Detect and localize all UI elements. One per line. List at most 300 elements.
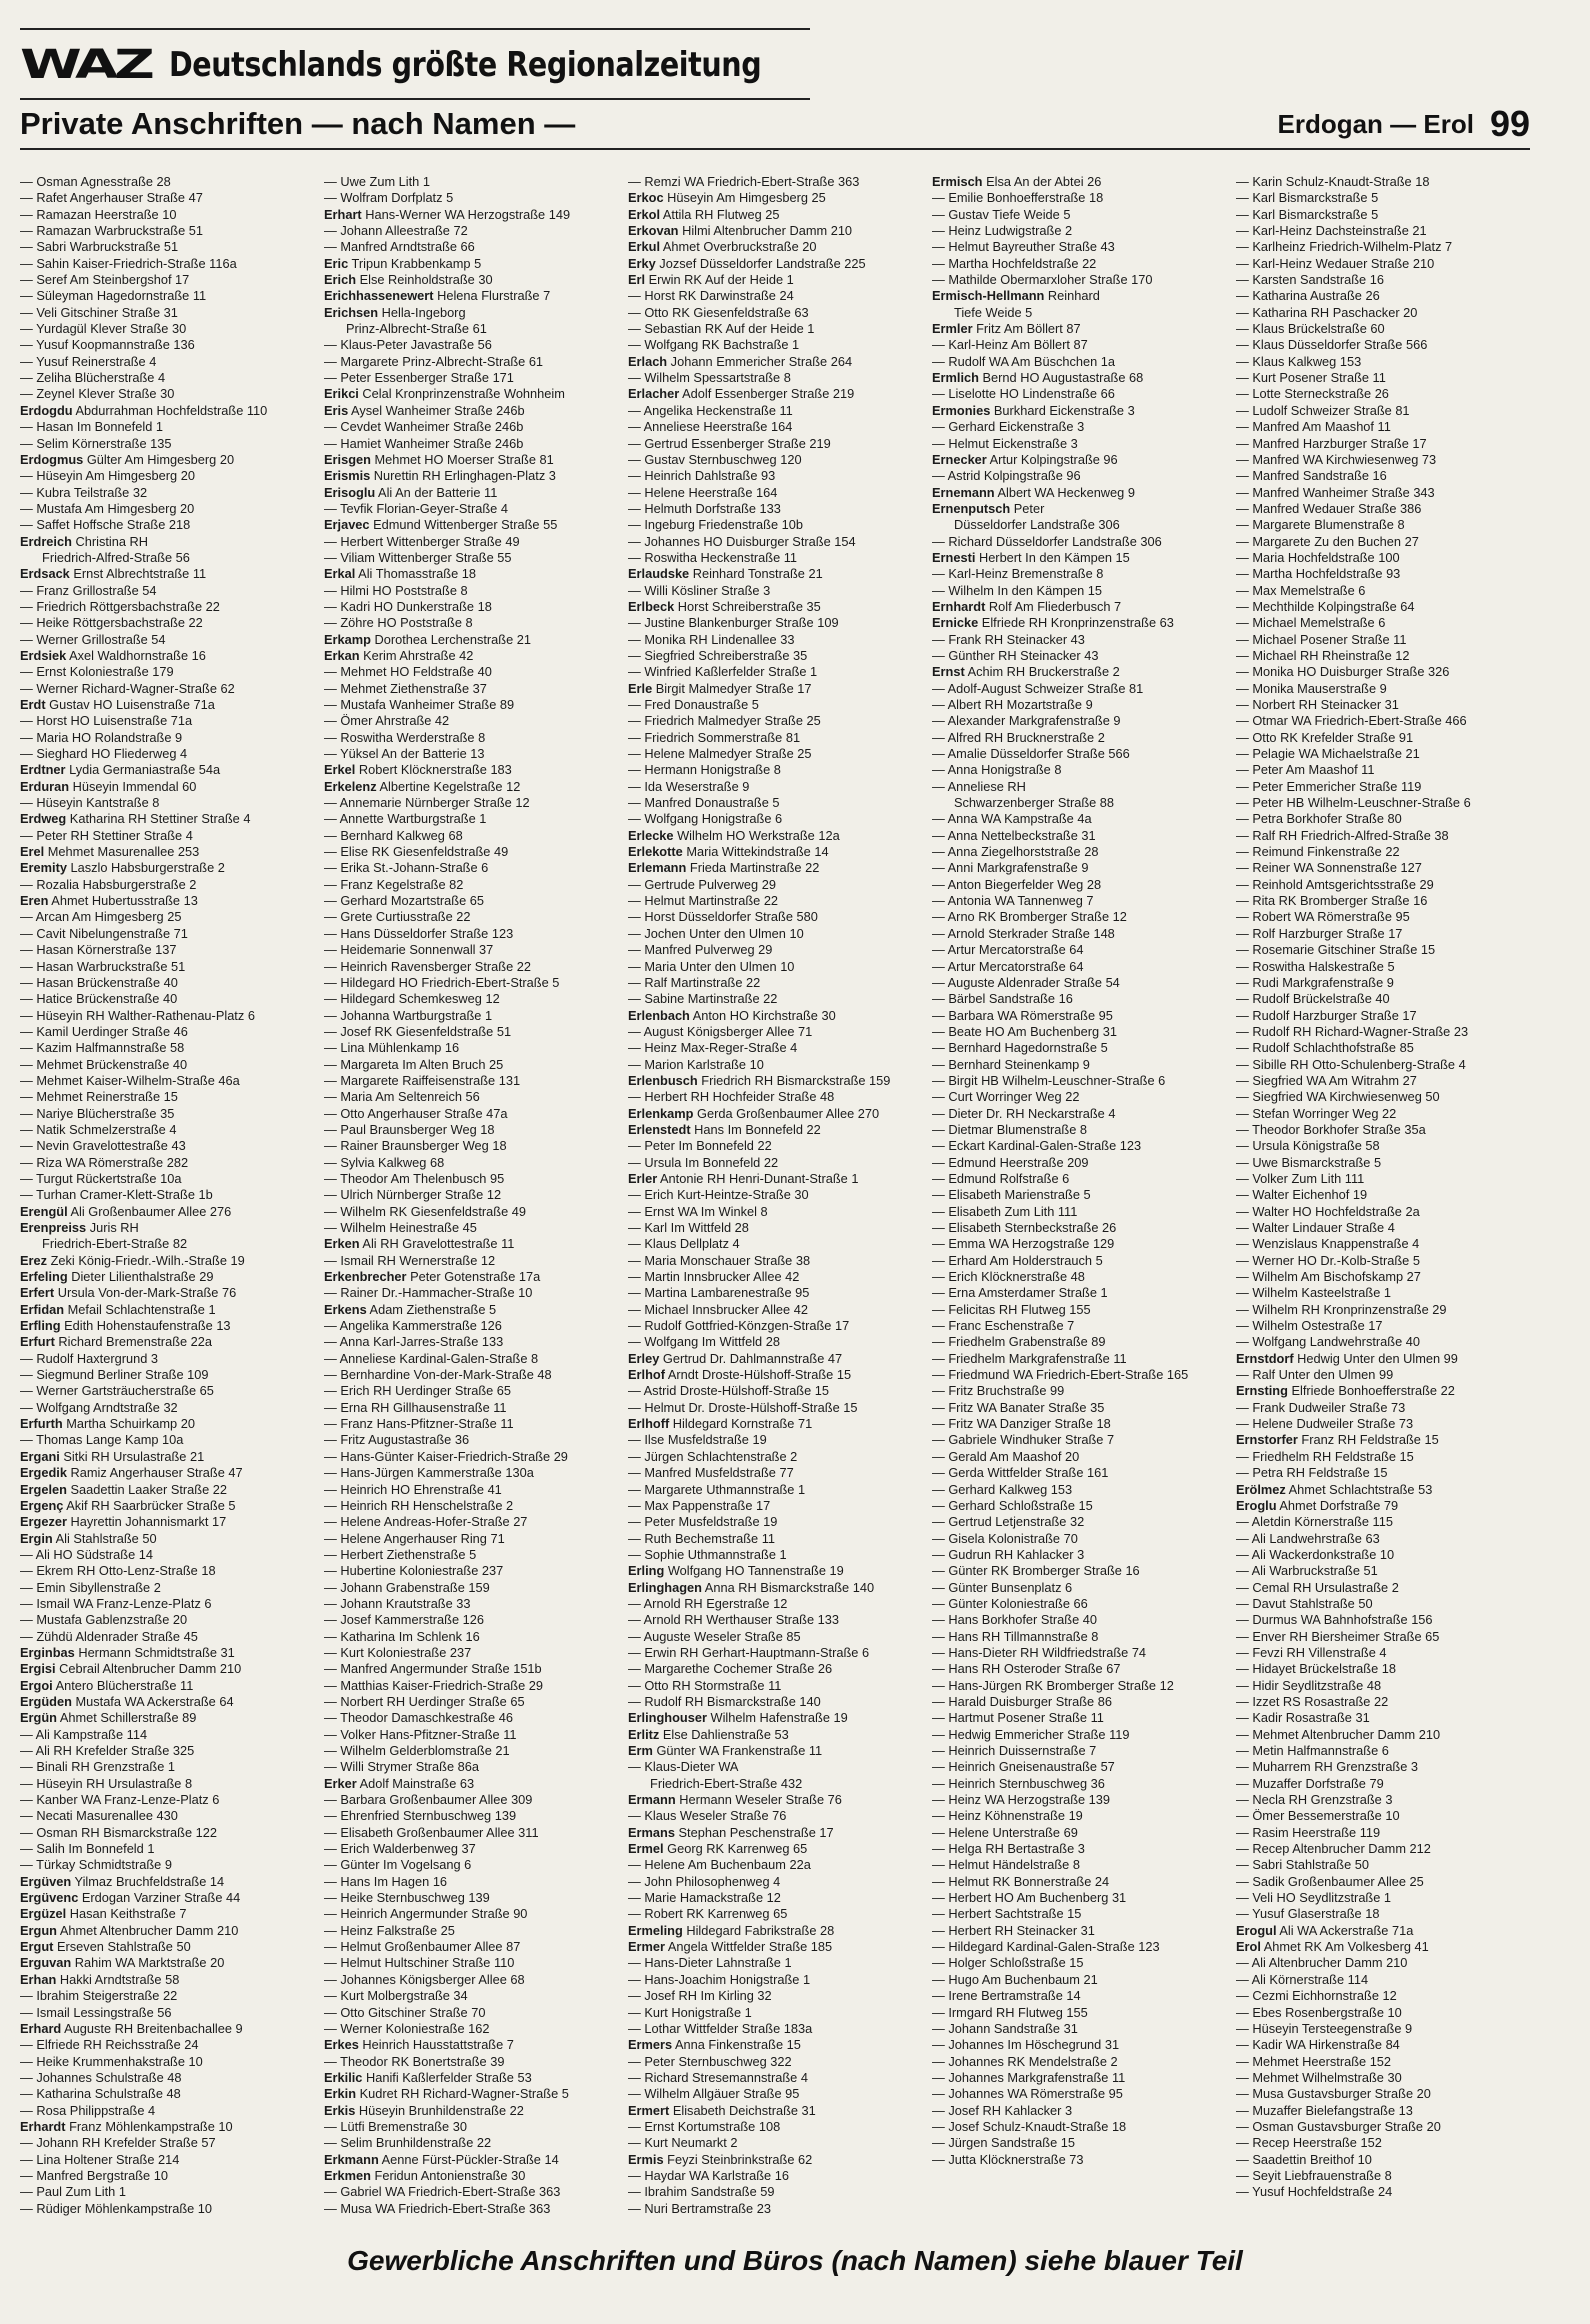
directory-entry bbox=[628, 354, 929, 370]
directory-entry bbox=[932, 1906, 1233, 1922]
directory-entry bbox=[628, 1155, 929, 1171]
directory-entry bbox=[324, 1383, 625, 1399]
directory-entry bbox=[628, 1596, 929, 1612]
directory-entry bbox=[1236, 664, 1537, 680]
directory-entry bbox=[932, 1923, 1233, 1939]
directory-entry bbox=[20, 1580, 321, 1596]
directory-entry bbox=[1236, 1792, 1537, 1808]
directory-entry bbox=[324, 1988, 625, 2004]
directory-entry bbox=[628, 877, 929, 893]
entry-details: — Ali Kampstraße 114 bbox=[20, 1726, 148, 1742]
directory-column-2 bbox=[324, 174, 625, 2236]
directory-entry bbox=[628, 288, 929, 304]
directory-entry bbox=[932, 1972, 1233, 1988]
entry-details: — Mehmet Kaiser-Wilhelm-Straße 46a bbox=[20, 1072, 240, 1088]
entry-details: — Hildegard Kardinal-Galen-Straße 123 bbox=[932, 1939, 1160, 1955]
directory-entry bbox=[324, 1939, 625, 1955]
entry-details: — Heinrich Gneisenaustraße 57 bbox=[932, 1759, 1115, 1775]
directory-entry bbox=[1236, 1383, 1537, 1399]
entry-details: Horst Schreiberstraße 35 bbox=[674, 598, 821, 614]
entry-surname: Erlemann bbox=[628, 860, 687, 876]
entry-details: — Lina Mühlenkamp 16 bbox=[324, 1040, 460, 1056]
entry-details: — Willi Strymer Straße 86a bbox=[324, 1759, 480, 1775]
entry-details: — Barbara WA Römerstraße 95 bbox=[932, 1007, 1113, 1023]
entry-details: Ali Stahlstraße 50 bbox=[52, 1530, 157, 1546]
directory-entry bbox=[628, 2135, 929, 2151]
entry-surname: Erfidan bbox=[20, 1301, 65, 1317]
directory-entry bbox=[324, 1482, 625, 1498]
directory-entry bbox=[324, 2037, 625, 2053]
directory-entry bbox=[1236, 1122, 1537, 1138]
directory-entry bbox=[324, 844, 625, 860]
directory-entry bbox=[20, 1008, 321, 1024]
entry-details: — Otto Gitschiner Straße 70 bbox=[324, 2004, 486, 2020]
directory-entry bbox=[20, 1874, 321, 1890]
entry-details: Adam Ziethenstraße 5 bbox=[366, 1301, 497, 1317]
entry-details: — Hildegard HO Friedrich-Ebert-Straße 5 bbox=[324, 974, 560, 990]
entry-details: Albert WA Heckenweg 9 bbox=[994, 484, 1135, 500]
directory-entry bbox=[628, 1482, 929, 1498]
directory-entry bbox=[1236, 1269, 1537, 1285]
entry-details: Friedrich RH Bismarckstraße 159 bbox=[697, 1072, 891, 1088]
entry-details: — Edmund Heerstraße 209 bbox=[932, 1154, 1089, 1170]
entry-surname: Erich bbox=[324, 272, 357, 288]
directory-entry bbox=[20, 844, 321, 860]
directory-entry bbox=[932, 1678, 1233, 1694]
entry-surname: Erlhoff bbox=[628, 1416, 670, 1432]
directory-entry bbox=[1236, 419, 1537, 435]
entry-details: Attila RH Flutweg 25 bbox=[660, 206, 780, 222]
entry-details: — Peter Musfeldstraße 19 bbox=[628, 1514, 778, 1530]
directory-entry bbox=[932, 615, 1233, 631]
entry-details: — Helmut Hultschiner Straße 110 bbox=[324, 1955, 515, 1971]
directory-entry bbox=[1236, 1334, 1537, 1350]
entry-details: — Ludolf Schweizer Straße 81 bbox=[1236, 402, 1410, 418]
entry-surname: Erlekotte bbox=[628, 844, 683, 860]
entry-details: — Ismail Lessingstraße 56 bbox=[20, 2004, 172, 2020]
directory-entry bbox=[20, 256, 321, 272]
directory-entry bbox=[324, 730, 625, 746]
directory-entry bbox=[932, 468, 1233, 484]
entry-surname: Eremity bbox=[20, 860, 67, 876]
entry-details: — Emma WA Herzogstraße 129 bbox=[932, 1236, 1115, 1252]
directory-entry bbox=[932, 909, 1233, 925]
directory-entry bbox=[20, 1220, 321, 1236]
entry-details: — Gustav Sternbuschweg 120 bbox=[628, 451, 802, 467]
entry-details: — Kadir WA Hirkenstraße 84 bbox=[1236, 2037, 1400, 2053]
entry-details: — Gertrude Pulverweg 29 bbox=[628, 876, 776, 892]
entry-details: — Gerhard Kalkweg 153 bbox=[932, 1481, 1073, 1497]
directory-entry bbox=[628, 534, 929, 550]
directory-entry bbox=[932, 1089, 1233, 1105]
directory-entry bbox=[932, 860, 1233, 876]
directory-entry bbox=[1236, 1972, 1537, 1988]
directory-entry bbox=[324, 828, 625, 844]
directory-entry bbox=[932, 1351, 1233, 1367]
entry-details: — Gustav Tiefe Weide 5 bbox=[932, 206, 1071, 222]
directory-entry bbox=[1236, 1318, 1537, 1334]
directory-entry bbox=[932, 2070, 1233, 2086]
entry-details: — Manfred Musfeldstraße 77 bbox=[628, 1465, 794, 1481]
directory-entry bbox=[932, 1106, 1233, 1122]
directory-entry bbox=[20, 1972, 321, 1988]
entry-details: — Reinhold Amtsgerichtsstraße 29 bbox=[1236, 876, 1434, 892]
entry-details: — Birgit HB Wilhelm-Leuschner-Straße 6 bbox=[932, 1072, 1166, 1088]
entry-details: Katharina RH Stettiner Straße 4 bbox=[66, 811, 251, 827]
directory-entry bbox=[20, 1432, 321, 1448]
entry-details: — Katharina Austraße 26 bbox=[1236, 288, 1380, 304]
entry-details: — Osman RH Bismarckstraße 122 bbox=[20, 1824, 217, 1840]
entry-details: — Ingeburg Friedenstraße 10b bbox=[628, 517, 803, 533]
directory-entry bbox=[1236, 1612, 1537, 1628]
directory-entry bbox=[324, 762, 625, 778]
directory-entry bbox=[628, 403, 929, 419]
directory-entry bbox=[628, 1057, 929, 1073]
directory-entry bbox=[932, 975, 1233, 991]
directory-entry bbox=[932, 2152, 1233, 2168]
entry-details: — Michael RH Rheinstraße 12 bbox=[1236, 647, 1410, 663]
directory-entry bbox=[932, 746, 1233, 762]
directory-entry bbox=[628, 485, 929, 501]
directory-entry bbox=[1236, 1367, 1537, 1383]
directory-entry bbox=[20, 239, 321, 255]
entry-surname: Ermel bbox=[628, 1841, 664, 1857]
entry-details: — Roswitha Halskestraße 5 bbox=[1236, 958, 1395, 974]
directory-entry bbox=[932, 1531, 1233, 1547]
entry-details: Maria Wittekindstraße 14 bbox=[682, 844, 829, 860]
entry-details: — Richard Stresemannstraße 4 bbox=[628, 2069, 808, 2085]
entry-details: — Peter HB Wilhelm-Leuschner-Straße 6 bbox=[1236, 795, 1471, 811]
entry-details: — Josef Kammerstraße 126 bbox=[324, 1612, 485, 1628]
entry-details: — Sabri Stahlstraße 50 bbox=[1236, 1857, 1370, 1873]
directory-entry bbox=[628, 1939, 929, 1955]
entry-surname: Ergut bbox=[20, 1939, 54, 1955]
entry-surname: Erel bbox=[20, 844, 45, 860]
entry-details: — Rafet Angerhauser Straße 47 bbox=[20, 190, 203, 206]
directory-entry bbox=[324, 517, 625, 533]
entry-details: — Walter Lindauer Straße 4 bbox=[1236, 1220, 1395, 1235]
entry-details: — Anneliese Kardinal-Galen-Straße 8 bbox=[324, 1350, 539, 1366]
entry-details: — Peter Im Bonnefeld 22 bbox=[628, 1138, 772, 1154]
directory-entry bbox=[628, 1302, 929, 1318]
entry-details: Edith Hohenstaufenstraße 13 bbox=[60, 1318, 231, 1334]
entry-details: Prinz-Albrecht-Straße 61 bbox=[346, 321, 487, 337]
entry-details: — Nuri Bertramstraße 23 bbox=[628, 2200, 771, 2216]
entry-details: — Hidayet Brückelstraße 18 bbox=[1236, 1661, 1397, 1677]
entry-details: — Robert RK Karrenweg 65 bbox=[628, 1906, 788, 1922]
directory-entry bbox=[1236, 1710, 1537, 1726]
entry-details: — Astrid Droste-Hülshoff-Straße 15 bbox=[628, 1383, 830, 1399]
directory-entry bbox=[20, 1694, 321, 1710]
entry-details: — Dieter Dr. RH Neckarstraße 4 bbox=[932, 1105, 1116, 1121]
entry-details: Aenne Fürst-Pückler-Straße 14 bbox=[378, 2151, 559, 2167]
entry-details: — Hans RH Tillmannstraße 8 bbox=[932, 1628, 1099, 1644]
directory-entry bbox=[20, 1138, 321, 1154]
entry-details: — Hüseyin RH Walther-Rathenau-Platz 6 bbox=[20, 1007, 255, 1023]
entry-surname: Ergin bbox=[20, 1530, 53, 1546]
directory-entry bbox=[932, 485, 1233, 501]
entry-details: — Metin Halfmannstraße 6 bbox=[1236, 1743, 1389, 1758]
directory-entry bbox=[20, 2135, 321, 2151]
entry-details: — Curt Worringer Weg 22 bbox=[932, 1089, 1080, 1105]
directory-entry bbox=[932, 419, 1233, 435]
directory-entry bbox=[324, 1563, 625, 1579]
entry-details: — Osman Gustavsburger Straße 20 bbox=[1236, 2118, 1441, 2134]
directory-entry bbox=[1236, 1400, 1537, 1416]
entry-details: — Zeliha Blücherstraße 4 bbox=[20, 370, 166, 386]
directory-entry bbox=[324, 223, 625, 239]
entry-details: — Maria Unter den Ulmen 10 bbox=[628, 958, 795, 974]
entry-surname: Ernstdorf bbox=[1236, 1350, 1294, 1366]
entry-details: — Liselotte HO Lindenstraße 66 bbox=[932, 386, 1115, 402]
entry-details: — Wilhelm RK Giesenfeldstraße 49 bbox=[324, 1203, 526, 1219]
entry-details: — Jürgen Schlachtenstraße 2 bbox=[628, 1448, 798, 1464]
entry-details: — Yüksel An der Batterie 13 bbox=[324, 746, 485, 762]
directory-entry bbox=[20, 2152, 321, 2168]
entry-details: — Reiner WA Sonnenstraße 127 bbox=[1236, 860, 1422, 876]
entry-details: — Wilhelm Ostestraße 17 bbox=[1236, 1318, 1383, 1334]
entry-surname: Ergüven bbox=[20, 1873, 72, 1889]
directory-entry bbox=[20, 1629, 321, 1645]
entry-details: — Günter RK Bromberger Straße 16 bbox=[932, 1563, 1140, 1579]
entry-surname: Ermert bbox=[628, 2102, 670, 2118]
entry-details: — Zeynel Klever Straße 30 bbox=[20, 386, 175, 402]
directory-entry bbox=[324, 1906, 625, 1922]
directory-entry bbox=[324, 1890, 625, 1906]
entry-details: — Arnold RH Werthauser Straße 133 bbox=[628, 1612, 840, 1628]
entry-details: — Martin Innsbrucker Allee 42 bbox=[628, 1269, 800, 1285]
entry-details: Aysel Wanheimer Straße 246b bbox=[348, 402, 525, 418]
directory-entry bbox=[324, 1776, 625, 1792]
entry-details: — Ismail WA Franz-Lenze-Platz 6 bbox=[20, 1595, 212, 1611]
entry-details: — Max Pappenstraße 17 bbox=[628, 1497, 771, 1513]
directory-entry bbox=[20, 1269, 321, 1285]
directory-entry bbox=[20, 893, 321, 909]
directory-entry bbox=[628, 256, 929, 272]
directory-entry bbox=[628, 1171, 929, 1187]
entry-details: — Helmut Großenbaumer Allee 87 bbox=[324, 1939, 521, 1955]
entry-details: — Karl Bismarckstraße 5 bbox=[1236, 206, 1379, 222]
directory-entry bbox=[932, 1008, 1233, 1024]
directory-entry bbox=[932, 1498, 1233, 1514]
directory-entry bbox=[1236, 1285, 1537, 1301]
entry-details: Rahim WA Marktstraße 20 bbox=[71, 1955, 225, 1971]
directory-entry bbox=[628, 599, 929, 615]
directory-entry bbox=[932, 239, 1233, 255]
entry-details: — Erna Amsterdamer Straße 1 bbox=[932, 1285, 1108, 1301]
entry-details: — Rainer Braunsberger Weg 18 bbox=[324, 1138, 507, 1154]
directory-entry bbox=[1236, 860, 1537, 876]
directory-entry bbox=[932, 828, 1233, 844]
entry-details: — Hasan Brückenstraße 40 bbox=[20, 974, 178, 990]
directory-entry bbox=[1236, 2086, 1537, 2102]
entry-details: — Heinrich Dahlstraße 93 bbox=[628, 468, 776, 484]
directory-entry bbox=[1236, 354, 1537, 370]
entry-details: — Anna Ziegelhorststraße 28 bbox=[932, 844, 1099, 860]
entry-surname: Erlach bbox=[628, 353, 668, 369]
directory-entry bbox=[932, 1759, 1233, 1775]
entry-details: — Karl-Heinz Wedauer Straße 210 bbox=[1236, 255, 1435, 271]
entry-details: — Fred Donaustraße 5 bbox=[628, 697, 759, 712]
directory-entry bbox=[932, 1449, 1233, 1465]
directory-entry bbox=[20, 779, 321, 795]
entry-details: — Cemal RH Ursulastraße 2 bbox=[1236, 1579, 1399, 1595]
directory-entry bbox=[628, 1008, 929, 1024]
entry-details: Friedrich-Ebert-Straße 82 bbox=[42, 1236, 188, 1252]
directory-entry bbox=[324, 697, 625, 713]
entry-details: — Lothar Wittfelder Straße 183a bbox=[628, 2020, 813, 2036]
directory-entry bbox=[932, 664, 1233, 680]
entry-details: — Karl Im Wittfeld 28 bbox=[628, 1220, 749, 1235]
entry-details: — Horst HO Luisenstraße 71a bbox=[20, 713, 193, 729]
entry-details: Angela Wittfelder Straße 185 bbox=[665, 1939, 833, 1955]
directory-entry bbox=[20, 288, 321, 304]
entry-details: — Helene Am Buchenbaum 22a bbox=[628, 1857, 811, 1873]
directory-entry bbox=[628, 2119, 929, 2135]
directory-entry bbox=[932, 1416, 1233, 1432]
entry-details: Bernd HO Augustastraße 68 bbox=[978, 370, 1144, 386]
entry-details: — Turhan Cramer-Klett-Straße 1b bbox=[20, 1187, 213, 1203]
entry-details: — Wolfgang Arndtstraße 32 bbox=[20, 1399, 178, 1415]
directory-entry bbox=[324, 1367, 625, 1383]
directory-entry bbox=[20, 959, 321, 975]
entry-details: Hasan Keithstraße 7 bbox=[66, 1906, 187, 1922]
entry-details: — Ömer Ahrstraße 42 bbox=[324, 713, 450, 729]
entry-details: — Ida Weserstraße 9 bbox=[628, 778, 750, 794]
entry-details: Anna RH Bismarckstraße 140 bbox=[701, 1579, 875, 1595]
directory-entry bbox=[1236, 583, 1537, 599]
entry-details: — Friedhelm RH Feldstraße 15 bbox=[1236, 1448, 1414, 1464]
directory-entry bbox=[1236, 1351, 1537, 1367]
directory-entry bbox=[20, 207, 321, 223]
entry-details: — Heinrich Sternbuschweg 36 bbox=[932, 1775, 1105, 1791]
entry-details: — Heinrich HO Ehrenstraße 41 bbox=[324, 1481, 502, 1497]
entry-details: Hayrettin Johannismarkt 17 bbox=[66, 1514, 227, 1530]
entry-surname: Ergün bbox=[20, 1710, 57, 1726]
entry-details: — Ekrem RH Otto-Lenz-Straße 18 bbox=[20, 1563, 216, 1579]
entry-details: Fritz Am Böllert 87 bbox=[972, 321, 1081, 337]
directory-entry bbox=[20, 909, 321, 925]
entry-details: — Karl-Heinz Bremenstraße 8 bbox=[932, 566, 1104, 582]
directory-entry bbox=[324, 1008, 625, 1024]
directory-entry bbox=[20, 746, 321, 762]
entry-details: — Wilhelm RH Kronprinzenstraße 29 bbox=[1236, 1301, 1447, 1317]
directory-entry bbox=[1236, 991, 1537, 1007]
entry-details: — Ralf RH Friedrich-Alfred-Straße 38 bbox=[1236, 827, 1449, 843]
entry-details: — Necla RH Grenzstraße 3 bbox=[1236, 1792, 1393, 1808]
entry-surname: Erkal bbox=[324, 566, 356, 582]
directory-entry bbox=[628, 1710, 929, 1726]
directory-entry bbox=[324, 239, 625, 255]
directory-entry bbox=[20, 452, 321, 468]
directory-entry bbox=[1236, 893, 1537, 909]
entry-details: — Irmgard RH Flutweg 155 bbox=[932, 2004, 1088, 2020]
entry-details: Kerim Ahrstraße 42 bbox=[359, 647, 474, 663]
entry-details: — Manfred Sandstraße 16 bbox=[1236, 468, 1387, 484]
directory-entry bbox=[932, 1710, 1233, 1726]
directory-entry bbox=[20, 1318, 321, 1334]
directory-entry bbox=[20, 942, 321, 958]
directory-entry bbox=[628, 370, 929, 386]
entry-details: — Gerhard Schloßstraße 15 bbox=[932, 1497, 1093, 1513]
directory-entry bbox=[20, 2184, 321, 2200]
directory-entry bbox=[628, 795, 929, 811]
directory-entry bbox=[1236, 1008, 1537, 1024]
entry-details: Auguste RH Breitenbachallee 9 bbox=[61, 2020, 243, 2036]
entry-details: — Elisabeth Sternbeckstraße 26 bbox=[932, 1220, 1117, 1235]
entry-surname: Erkovan bbox=[628, 223, 679, 239]
entry-details: — Adolf-August Schweizer Straße 81 bbox=[932, 680, 1144, 696]
entry-details: Saadettin Laaker Straße 22 bbox=[66, 1481, 228, 1497]
directory-entry bbox=[1236, 403, 1537, 419]
directory-entry bbox=[932, 1155, 1233, 1171]
entry-details: — Johannes Königsberger Allee 68 bbox=[324, 1971, 525, 1987]
directory-entry bbox=[324, 1057, 625, 1073]
directory-entry bbox=[20, 795, 321, 811]
directory-entry bbox=[324, 1089, 625, 1105]
entry-details: Wolfgang HO Tannenstraße 19 bbox=[664, 1563, 844, 1579]
entry-details: — Norbert RH Uerdinger Straße 65 bbox=[324, 1693, 525, 1709]
entry-details: — Johann RH Krefelder Straße 57 bbox=[20, 2135, 216, 2151]
entry-details: — Klaus Kalkweg 153 bbox=[1236, 353, 1362, 369]
directory-entry bbox=[324, 337, 625, 353]
directory-entry bbox=[1236, 207, 1537, 223]
directory-entry bbox=[1236, 697, 1537, 713]
directory-entry bbox=[324, 959, 625, 975]
directory-entry bbox=[324, 354, 625, 370]
directory-entry bbox=[628, 1661, 929, 1677]
entry-details: — Edmund Rolfstraße 6 bbox=[932, 1170, 1070, 1186]
directory-entry bbox=[628, 860, 929, 876]
directory-entry bbox=[1236, 1988, 1537, 2004]
entry-details: — Margarete Uthmannstraße 1 bbox=[628, 1481, 806, 1497]
entry-details: — Katharina Im Schlenk 16 bbox=[324, 1628, 480, 1644]
entry-details: Elfriede Bonhoefferstraße 22 bbox=[1287, 1383, 1455, 1399]
entry-details: — Bernhard Hagedornstraße 5 bbox=[932, 1040, 1108, 1056]
directory-entry bbox=[1236, 337, 1537, 353]
entry-details: — Norbert RH Steinacker 31 bbox=[1236, 697, 1399, 712]
directory-entry bbox=[932, 1841, 1233, 1857]
entry-details: — Heinz WA Herzogstraße 139 bbox=[932, 1792, 1111, 1808]
entry-details: Nurettin RH Erlinghagen-Platz 3 bbox=[370, 468, 556, 484]
entry-surname: Ergüzel bbox=[20, 1906, 67, 1922]
entry-details: — Michael Innsbrucker Allee 42 bbox=[628, 1301, 808, 1317]
entry-details: — Helga RH Bertastraße 3 bbox=[932, 1841, 1085, 1857]
entry-details: — Kurt Koloniestraße 237 bbox=[324, 1644, 472, 1660]
entry-details: — Jürgen Sandstraße 15 bbox=[932, 2135, 1075, 2151]
directory-entry bbox=[932, 893, 1233, 909]
entry-details: — Rainer Dr.-Hammacher-Straße 10 bbox=[324, 1285, 533, 1301]
entry-details: — Hüseyin Am Himgesberg 20 bbox=[20, 468, 195, 484]
directory-entry bbox=[324, 370, 625, 386]
entry-details: — Kurt Posener Straße 11 bbox=[1236, 370, 1386, 386]
entry-surname: Erdogdu bbox=[20, 402, 73, 418]
entry-details: Burkhard Eickenstraße 3 bbox=[990, 402, 1135, 418]
entry-details: — Anneliese Heerstraße 164 bbox=[628, 419, 793, 435]
directory-entry bbox=[324, 1040, 625, 1056]
entry-details: Hüseyin Am Himgesberg 25 bbox=[663, 190, 826, 206]
directory-entry bbox=[1236, 2184, 1537, 2200]
directory-entry bbox=[932, 697, 1233, 713]
entry-surname: Erlbeck bbox=[628, 598, 675, 614]
directory-entry bbox=[20, 583, 321, 599]
entry-details: Albertine Kegelstraße 12 bbox=[376, 778, 521, 794]
entry-details: Tiefe Weide 5 bbox=[954, 304, 1033, 320]
entry-details: — Frank RH Steinacker 43 bbox=[932, 631, 1085, 647]
entry-details: — Rozalia Habsburgerstraße 2 bbox=[20, 876, 197, 892]
directory-entry bbox=[1236, 1106, 1537, 1122]
directory-entry bbox=[1236, 1432, 1537, 1448]
